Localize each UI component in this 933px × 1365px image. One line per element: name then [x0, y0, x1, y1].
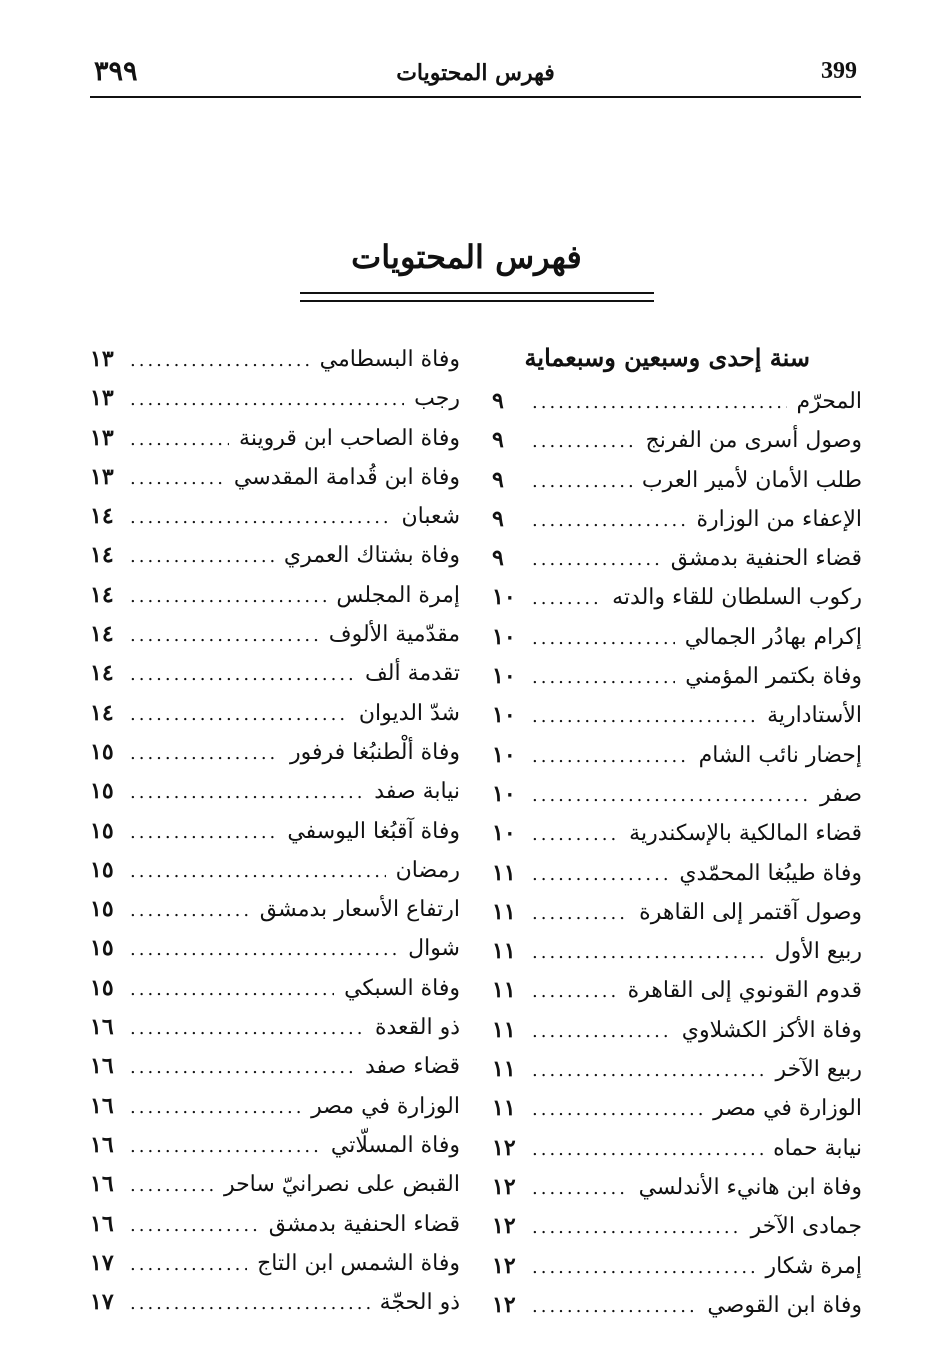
dot-leader: [532, 462, 632, 501]
entry-title: الإعفاء من الوزارة: [696, 506, 862, 532]
toc-entry: [90, 1087, 460, 1126]
dot-leader: [532, 737, 689, 776]
entry-title: نيابة صفد: [374, 779, 460, 805]
dot-leader: [130, 1009, 365, 1048]
dot-leader: [130, 773, 364, 812]
entry-page-number: ١٠: [492, 741, 516, 768]
dot-leader: [532, 619, 675, 658]
dot-leader: [130, 734, 280, 773]
entry-title: القبض على نصرانيّ ساحر: [223, 1172, 460, 1198]
entry-title: وفاة السبكي: [344, 975, 460, 1001]
entry-title: قضاء المالكية بالإسكندرية: [629, 821, 862, 847]
entry-page-number: ١٠: [492, 584, 516, 611]
entry-title: شوال: [408, 936, 460, 962]
dot-leader: [130, 930, 398, 969]
toc-entry: [90, 1244, 460, 1283]
toc-entry: [492, 775, 862, 814]
header-rule: [90, 96, 861, 98]
entry-title: وفاة طيبُغا المحمّدي: [679, 860, 862, 886]
dot-leader: [532, 697, 757, 736]
toc-entry: [90, 1047, 460, 1086]
toc-entry: [492, 618, 862, 657]
toc-entry: [492, 382, 862, 421]
dot-leader: [130, 420, 229, 459]
entry-page-number: ١٦: [90, 1092, 114, 1119]
entry-title: مقدّمية الألوف: [328, 622, 460, 648]
dot-leader: [130, 537, 274, 576]
toc-entry: [90, 379, 460, 418]
entry-title: شدّ الديوان: [358, 700, 460, 726]
entry-page-number: ١١: [492, 898, 516, 925]
entry-page-number: ١٤: [90, 660, 114, 687]
entry-title: رمضان: [395, 857, 460, 883]
entry-page-number: ١٠: [492, 820, 516, 847]
toc-entry: [90, 1283, 460, 1322]
entry-page-number: ١٣: [90, 385, 114, 412]
entry-title: وفاة الأكز الكشلاوي: [681, 1017, 862, 1043]
dot-leader: [130, 1048, 355, 1087]
toc-entry: [492, 1050, 862, 1089]
dot-leader: [130, 341, 310, 380]
dot-leader: [130, 1284, 370, 1323]
entry-title: ذو القعدة: [374, 1015, 460, 1041]
toc-entry: [90, 969, 460, 1008]
toc-entry: [492, 932, 862, 971]
dot-leader: [532, 1208, 741, 1247]
toc-entry: [492, 1286, 862, 1325]
entry-page-number: ١٥: [90, 974, 114, 1001]
entry-title: ذو الحجّة: [379, 1290, 460, 1316]
dot-leader: [532, 422, 636, 461]
entry-title: وفاة الشمس ابن التاج: [257, 1250, 460, 1276]
page-number-latin: 399: [821, 58, 857, 84]
entry-title: قضاء الحنفية بدمشق: [268, 1211, 460, 1237]
toc-entry: [90, 772, 460, 811]
entry-page-number: ١٢: [492, 1134, 516, 1161]
toc-entry: [492, 539, 862, 578]
toc-entry: [492, 1168, 862, 1207]
entry-page-number: ١٠: [492, 623, 516, 650]
toc-entry: [492, 1011, 862, 1050]
toc-entry: [492, 500, 862, 539]
entry-title: وفاة ابن القوصي: [707, 1292, 862, 1318]
entry-title: قضاء صفد: [365, 1054, 460, 1080]
dot-leader: [532, 933, 765, 972]
entry-page-number: ١٤: [90, 621, 114, 648]
entry-page-number: ١٦: [90, 1014, 114, 1041]
dot-leader: [532, 1169, 629, 1208]
dot-leader: [532, 1051, 766, 1090]
toc-entry: [90, 458, 460, 497]
dot-leader: [130, 655, 355, 694]
title-rule-bottom: [300, 300, 654, 302]
entry-page-number: ١٤: [90, 542, 114, 569]
toc-entry: [492, 1247, 862, 1286]
entry-title: وفاة بشتاك العمري: [283, 543, 460, 569]
entry-title: ركوب السلطان للقاء والدته: [612, 585, 862, 611]
dot-leader: [130, 695, 349, 734]
entry-title: ربيع الأول: [774, 939, 862, 965]
entry-page-number: ١٢: [492, 1173, 516, 1200]
dot-leader: [130, 891, 250, 930]
running-title: فهرس المحتويات: [396, 60, 555, 86]
entry-page-number: ١٢: [492, 1213, 516, 1240]
toc-entry: [90, 654, 460, 693]
entry-title: وفاة البسطامي: [319, 347, 460, 372]
entry-title: وفاة ابن هانيء الأندلسي: [638, 1174, 862, 1200]
entry-page-number: ١١: [492, 859, 516, 886]
dot-leader: [130, 498, 391, 537]
entry-title: جمادى الآخر: [750, 1214, 862, 1240]
toc-entry: [492, 1207, 862, 1246]
entry-page-number: ١٧: [90, 1249, 114, 1276]
toc-entry: [90, 851, 460, 890]
dot-leader: [532, 579, 602, 618]
dot-leader: [532, 1090, 703, 1129]
toc-entry: [492, 657, 862, 696]
dot-leader: [532, 540, 661, 579]
toc-entry: [90, 812, 460, 851]
entry-page-number: ١٦: [90, 1171, 114, 1198]
entry-page-number: ١٥: [90, 856, 114, 883]
toc-entry: [492, 1129, 862, 1168]
dot-leader: [130, 616, 319, 655]
toc-entry: [492, 893, 862, 932]
toc-entry: [90, 929, 460, 968]
dot-leader: [130, 813, 277, 852]
entry-title: ربيع الآخر: [775, 1057, 862, 1083]
toc-entry: [492, 461, 862, 500]
entry-title: قدوم القونوي إلى القاهرة: [627, 978, 862, 1004]
entry-page-number: ١٥: [90, 817, 114, 844]
dot-leader: [130, 577, 326, 616]
dot-leader: [130, 1088, 301, 1127]
entry-page-number: ٩: [492, 505, 504, 532]
toc-column-left: [90, 340, 460, 1322]
page-number-arabic: ٣٩٩: [94, 56, 138, 87]
dot-leader: [130, 1127, 321, 1166]
entry-page-number: ١٥: [90, 935, 114, 962]
toc-entry: [492, 421, 862, 460]
dot-leader: [532, 1287, 697, 1326]
entry-page-number: ١٤: [90, 581, 114, 608]
entry-page-number: ١٣: [90, 424, 114, 451]
toc-entry: [492, 971, 862, 1010]
entry-page-number: ١٠: [492, 702, 516, 729]
entry-page-number: ١٣: [90, 463, 114, 490]
dot-leader: [532, 1012, 672, 1051]
entry-title: وفاة آقبُغا اليوسفي: [287, 818, 460, 844]
toc-entry: [90, 419, 460, 458]
entry-title: وصول أسرى من الفرنج: [645, 428, 862, 454]
entry-page-number: ١١: [492, 938, 516, 965]
entry-title: وفاة بكتمر المؤمني: [685, 664, 862, 690]
toc-entry: [90, 1008, 460, 1047]
dot-leader: [532, 1248, 756, 1287]
toc-entry: [90, 536, 460, 575]
entry-page-number: ١٥: [90, 738, 114, 765]
dot-leader: [532, 815, 619, 854]
entry-page-number: ١٢: [492, 1291, 516, 1318]
toc-entry: [90, 340, 460, 379]
entry-page-number: ١٣: [90, 346, 114, 372]
entry-title: شعبان: [401, 504, 460, 530]
entry-page-number: ١١: [492, 1056, 516, 1083]
entry-page-number: ١٦: [90, 1131, 114, 1158]
entry-page-number: ١٦: [90, 1053, 114, 1080]
toc-entry: [492, 1089, 862, 1128]
dot-leader: [532, 1130, 763, 1169]
entry-page-number: ١١: [492, 977, 516, 1004]
dot-leader: [130, 1245, 247, 1284]
toc-column-right: [492, 340, 862, 1325]
dot-leader: [532, 855, 669, 894]
entry-page-number: ١٤: [90, 699, 114, 726]
toc-entry: [90, 1126, 460, 1165]
toc-entry: [492, 854, 862, 893]
entry-page-number: ١٢: [492, 1252, 516, 1279]
entry-page-number: ١٠: [492, 780, 516, 807]
toc-entry: [90, 1165, 460, 1204]
entry-page-number: ٩: [492, 427, 504, 454]
entry-title: صفر: [820, 781, 862, 807]
entry-page-number: ١٦: [90, 1210, 114, 1237]
entry-title: وفاة ابن قُدامة المقدسي: [233, 464, 460, 490]
dot-leader: [130, 970, 334, 1009]
toc-entry: [492, 736, 862, 775]
entry-title: إكرام بهادُر الجمالي: [684, 624, 862, 650]
entry-title: تقدمة ألف: [365, 661, 460, 687]
entry-page-number: ١٤: [90, 503, 114, 530]
entry-title: طلب الأمان لأمير العرب: [641, 467, 862, 493]
dot-leader: [532, 972, 618, 1011]
entry-page-number: ١٥: [90, 896, 114, 923]
entry-title: الوزارة في مصر: [713, 1096, 862, 1122]
dot-leader: [130, 1166, 214, 1205]
entry-title: نيابة حماه: [773, 1135, 862, 1161]
entry-title: الأستادارية: [767, 703, 862, 729]
title-rule-top: [300, 292, 654, 294]
entry-title: قضاء الحنفية بدمشق: [670, 546, 862, 572]
dot-leader: [532, 383, 787, 422]
entry-title: ارتفاع الأسعار بدمشق: [259, 897, 460, 923]
entry-title: وصول آقتمر إلى القاهرة: [639, 899, 862, 925]
entry-title: رجب: [414, 386, 460, 412]
toc-entry: [90, 497, 460, 536]
entry-title: إمرة شكار: [765, 1253, 862, 1279]
toc-entry: [90, 890, 460, 929]
toc-entry: [492, 578, 862, 617]
toc-entry: [492, 814, 862, 853]
dot-leader: [130, 459, 224, 498]
dot-leader: [130, 380, 404, 419]
entry-page-number: ٩: [492, 388, 504, 414]
page-header: [90, 56, 861, 96]
entry-title: وفاة ألْطنبُغا فرفور: [290, 739, 460, 765]
toc-entry: [90, 733, 460, 772]
entry-page-number: ١٠: [492, 663, 516, 690]
entry-title: الوزارة في مصر: [311, 1093, 460, 1119]
toc-entry: [90, 576, 460, 615]
entry-page-number: ٩: [492, 545, 504, 572]
toc-entry: [90, 615, 460, 654]
entry-page-number: ١١: [492, 1016, 516, 1043]
entry-title: وفاة الصاحب ابن قروينة: [239, 425, 460, 451]
entry-page-number: ١٧: [90, 1289, 114, 1316]
dot-leader: [532, 501, 686, 540]
entry-title: إمرة المجلس: [336, 582, 460, 608]
section-heading: سنة إحدى وسبعين وسبعماية: [524, 343, 810, 372]
dot-leader: [532, 894, 629, 933]
entry-title: المحرّم: [796, 389, 862, 414]
entry-page-number: ١٥: [90, 778, 114, 805]
dot-leader: [130, 852, 386, 891]
page-title: فهرس المحتويات: [351, 238, 582, 276]
dot-leader: [532, 658, 675, 697]
entry-page-number: ١١: [492, 1095, 516, 1122]
dot-leader: [130, 1206, 259, 1245]
toc-entry: [90, 694, 460, 733]
toc-entry: [90, 1205, 460, 1244]
dot-leader: [532, 776, 810, 815]
entry-title: وفاة المسلّاتي: [330, 1132, 460, 1158]
entry-page-number: ٩: [492, 466, 504, 493]
toc-entry: [492, 696, 862, 735]
entry-title: إحضار نائب الشام: [698, 742, 862, 768]
